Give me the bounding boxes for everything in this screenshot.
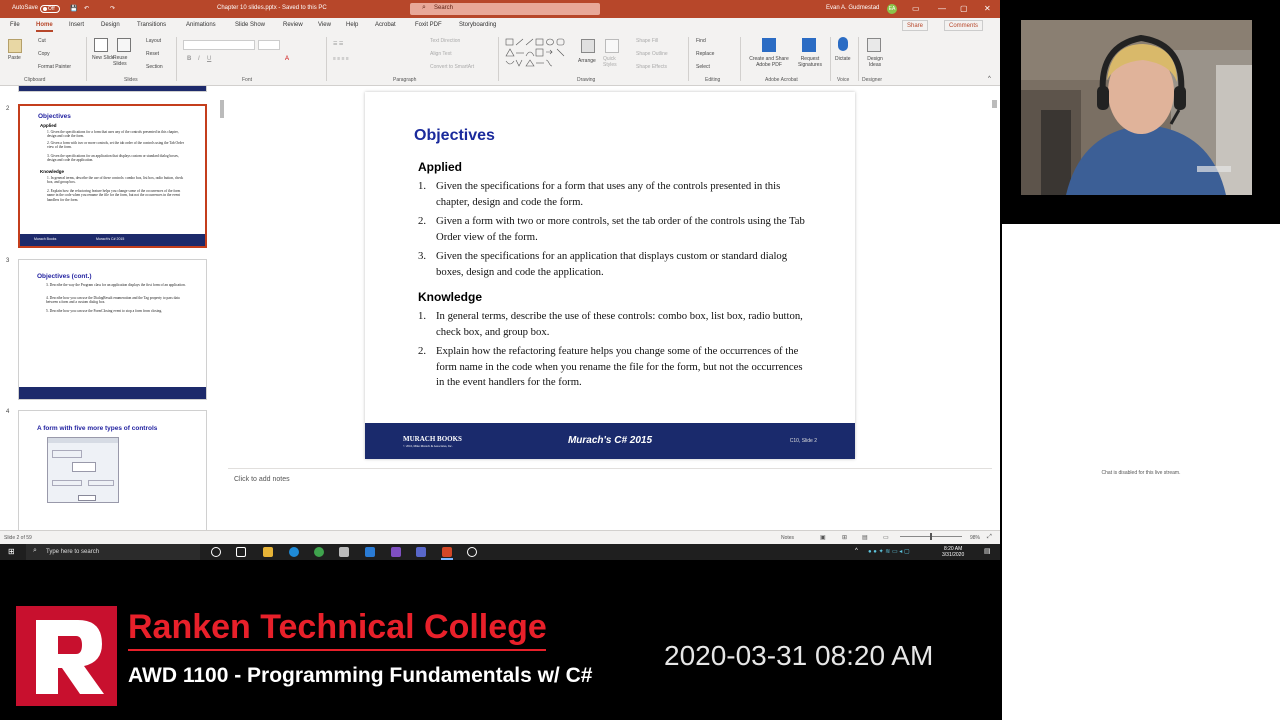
tab-acrobat[interactable]: Acrobat bbox=[375, 22, 396, 28]
thumbnail-scrollbar[interactable] bbox=[218, 92, 226, 528]
item-number: 1. bbox=[418, 310, 427, 322]
bold-icon[interactable]: B bbox=[187, 56, 192, 62]
tab-view[interactable]: View bbox=[318, 22, 331, 28]
notification-icon[interactable]: ▤ bbox=[984, 548, 991, 555]
thumb-footer bbox=[20, 234, 205, 246]
bullets-icon[interactable]: ☰ ☰ bbox=[333, 41, 344, 47]
thumbnail-pane bbox=[0, 86, 228, 530]
quick-styles-label[interactable]: Quick Styles bbox=[603, 56, 617, 68]
footer-book-title: Murach's C# 2015 bbox=[567, 435, 653, 446]
thumb-line: 3. Given the specifications for an application that displays custom or standard dialog boxes, design and code the application. bbox=[47, 154, 179, 163]
minimize-icon[interactable]: — bbox=[938, 4, 946, 13]
item-number: 2. bbox=[418, 345, 427, 357]
comments-button[interactable]: Comments bbox=[944, 20, 983, 31]
thumb-line: 5. Describe how you can use the FormClosing event to stop a form from closing. bbox=[46, 309, 163, 313]
quick-styles-icon[interactable] bbox=[605, 39, 619, 53]
webcam-app-icon[interactable] bbox=[416, 547, 426, 557]
clipboard-group-label: Clipboard bbox=[24, 77, 46, 83]
font-color-icon[interactable]: A bbox=[285, 56, 290, 62]
tab-insert[interactable]: Insert bbox=[69, 22, 85, 28]
thumb-line: 2. Given a form with two or more controls, set the tab order of the controls using the Tab Order view of the form. bbox=[47, 141, 184, 150]
tab-home[interactable]: Home bbox=[36, 22, 53, 28]
arrange-icon[interactable] bbox=[581, 39, 595, 53]
select-button[interactable]: Select bbox=[696, 64, 710, 70]
chrome-icon[interactable] bbox=[314, 547, 324, 557]
title-bar bbox=[0, 0, 1000, 18]
shape-outline-button[interactable]: Shape Outline bbox=[636, 51, 668, 57]
thumb-title: Objectives (cont.) bbox=[37, 273, 92, 280]
edge-icon[interactable] bbox=[289, 547, 299, 557]
chat-panel bbox=[1002, 224, 1280, 720]
design-ideas-label[interactable]: Design Ideas bbox=[867, 56, 883, 68]
slide-scrollbar[interactable] bbox=[990, 86, 1000, 466]
request-signatures-label[interactable]: Request Signatures bbox=[798, 56, 822, 68]
section-button[interactable]: Section bbox=[146, 64, 163, 70]
item-text: Given the specifications for a form that uses any of the controls presented in this chapter, design and code the form. bbox=[436, 180, 781, 208]
slides-group-label: Slides bbox=[124, 77, 138, 83]
slide-thumbnail-3[interactable] bbox=[18, 259, 207, 400]
item-number: 3. bbox=[418, 250, 427, 262]
clock-time: 8:20 AM bbox=[943, 546, 963, 552]
font-size-select[interactable] bbox=[258, 40, 280, 50]
tray-expand-icon[interactable]: ^ bbox=[855, 548, 858, 554]
slide-sorter-icon[interactable]: ⊞ bbox=[842, 535, 848, 541]
item-number: 2. bbox=[418, 215, 427, 227]
search-icon: ⌕ bbox=[33, 547, 37, 554]
autosave-state: Off bbox=[48, 6, 55, 12]
maximize-icon[interactable]: ▢ bbox=[960, 4, 968, 13]
item-text: Given a form with two or more controls, set the tab order of the controls using the Tab Order view of the form. bbox=[436, 215, 805, 243]
paragraph-group-label: Paragraph bbox=[393, 77, 417, 83]
zoom-slider-thumb[interactable] bbox=[930, 533, 932, 540]
align-text-button[interactable]: Align Text bbox=[430, 51, 452, 57]
tab-slide-show[interactable]: Slide Show bbox=[235, 22, 266, 28]
undo-icon[interactable]: ↶ bbox=[84, 6, 90, 12]
footer-brand-name: MURACH BOOKS bbox=[403, 435, 462, 443]
tab-animations[interactable]: Animations bbox=[186, 22, 216, 28]
reuse-slides-icon[interactable] bbox=[117, 38, 131, 52]
form-preview-image bbox=[47, 437, 119, 503]
taskbar-search-placeholder: Type here to search bbox=[46, 549, 100, 555]
design-ideas-icon[interactable] bbox=[867, 38, 881, 52]
thumb-line: 3. Describe the way the Program class for an application displays the first form of an application. bbox=[46, 283, 186, 287]
reuse-slides-label[interactable]: Reuse Slides bbox=[113, 55, 128, 67]
shape-fill-button[interactable]: Shape Fill bbox=[636, 38, 659, 44]
reset-button[interactable]: Reset bbox=[146, 51, 160, 57]
tab-review[interactable]: Review bbox=[283, 22, 303, 28]
underline-icon[interactable]: U bbox=[207, 56, 212, 62]
thumb-heading: Knowledge bbox=[40, 169, 65, 174]
user-name: Evan A. Gudmestad bbox=[826, 5, 880, 11]
adobe-group-label: Adobe Acrobat bbox=[765, 77, 798, 83]
designer-group-label: Designer bbox=[862, 77, 883, 83]
normal-view-icon[interactable]: ▣ bbox=[820, 535, 826, 541]
request-signatures-icon[interactable] bbox=[802, 38, 816, 52]
find-button[interactable]: Find bbox=[696, 38, 706, 44]
windows-start-icon[interactable]: ⊞ bbox=[8, 547, 15, 556]
search-icon: ⌕ bbox=[422, 4, 426, 11]
item-number: 1. bbox=[418, 180, 427, 192]
copy-button[interactable]: Copy bbox=[38, 51, 50, 57]
knowledge-heading: Knowledge bbox=[418, 290, 483, 304]
vscode-icon[interactable] bbox=[365, 547, 375, 557]
new-slide-label[interactable]: New Slide bbox=[92, 55, 115, 61]
replace-button[interactable]: Replace bbox=[696, 51, 715, 57]
dictate-label[interactable]: Dictate bbox=[835, 56, 851, 62]
paste-icon[interactable] bbox=[8, 39, 22, 53]
tray-app-icons[interactable]: ● ● ✦ ≋ ▭ ◂ ▢ bbox=[868, 549, 910, 555]
ribbon-display-icon[interactable]: ▭ bbox=[912, 4, 920, 13]
editing-group-label: Editing bbox=[705, 77, 721, 83]
slide-number: 4 bbox=[6, 409, 10, 415]
applied-heading: Applied bbox=[418, 160, 462, 174]
stream-banner bbox=[0, 560, 1002, 720]
text-direction-button[interactable]: Text Direction bbox=[430, 38, 461, 44]
avatar[interactable]: EA bbox=[888, 6, 896, 12]
cortana-icon[interactable] bbox=[211, 547, 221, 557]
thumb-footer bbox=[19, 387, 206, 399]
document-title: Chapter 10 slides.pptx - Saved to this PC bbox=[217, 5, 327, 11]
slide-number: 2 bbox=[6, 106, 10, 112]
paste-label[interactable]: Paste bbox=[8, 55, 21, 61]
slide-number: 3 bbox=[6, 258, 10, 264]
format-painter-button[interactable]: Format Painter bbox=[38, 64, 72, 70]
ribbon-tabs bbox=[0, 18, 1000, 33]
redo-icon[interactable]: ↷ bbox=[110, 6, 116, 12]
save-icon[interactable]: 💾 bbox=[70, 6, 78, 12]
notes-pane[interactable] bbox=[228, 468, 992, 528]
tab-file[interactable]: File bbox=[10, 22, 20, 28]
course-title: AWD 1100 - Programming Fundamentals w/ C# bbox=[128, 664, 593, 687]
tab-storyboarding[interactable]: Storyboarding bbox=[459, 22, 497, 28]
footer-slide-number: C10, Slide 2 bbox=[789, 438, 817, 444]
slide-thumbnail-4[interactable] bbox=[18, 410, 207, 530]
slide-thumbnail-1[interactable] bbox=[18, 86, 207, 92]
item-text: Explain how the refactoring feature helps you change some of the occurrences of the form name in the code when you rename the file for the form, but not the occurrences in the event handlers for the form. bbox=[436, 345, 803, 388]
slide-title[interactable]: Objectives bbox=[414, 127, 495, 144]
slide-footer bbox=[365, 423, 855, 459]
taskbar-clock[interactable] bbox=[942, 546, 964, 558]
zoom-level[interactable]: 98% bbox=[970, 535, 981, 541]
tab-foxit-pdf[interactable]: Foxit PDF bbox=[415, 22, 442, 28]
shape-effects-button[interactable]: Shape Effects bbox=[636, 64, 668, 70]
visual-studio-icon[interactable] bbox=[391, 547, 401, 557]
obs-icon[interactable] bbox=[467, 547, 477, 557]
thumb-title: A form with five more types of controls bbox=[37, 425, 158, 432]
thumb-line: 1. Given the specifications for a form that uses any of the controls presented in this chapter, design and code the form. bbox=[47, 130, 179, 139]
autosave-label: AutoSave bbox=[12, 5, 39, 11]
slideshow-icon[interactable]: ▭ bbox=[883, 535, 889, 541]
thumb-heading: Applied bbox=[40, 123, 57, 128]
calculator-icon[interactable] bbox=[339, 547, 349, 557]
presenter-video-image bbox=[1021, 20, 1252, 195]
shapes-gallery-icon[interactable] bbox=[505, 38, 571, 70]
share-button[interactable]: Share bbox=[902, 20, 928, 31]
college-name: Ranken Technical College bbox=[128, 608, 547, 646]
slide-thumbnail-2[interactable] bbox=[18, 104, 207, 248]
convert-smartart-button[interactable]: Convert to SmartArt bbox=[430, 64, 475, 70]
thumb-footer-book: Murach's C# 2015 bbox=[96, 237, 125, 241]
font-family-select[interactable] bbox=[183, 40, 255, 50]
notes-toggle[interactable]: Notes bbox=[781, 535, 795, 541]
search-placeholder: Search bbox=[434, 5, 454, 11]
thumb-line: 1. In general terms, describe the use of these controls: combo box, list box, radio button, check box, and group box. bbox=[47, 176, 184, 185]
create-share-pdf-label[interactable]: Create and Share Adobe PDF bbox=[749, 56, 789, 68]
system-tray bbox=[850, 544, 1000, 560]
item-text: Given the specifications for an application that displays custom or standard dialog boxes, design and code the application. bbox=[436, 250, 788, 278]
thumb-footer-brand: Murach Books bbox=[34, 237, 57, 241]
item-text: In general terms, describe the use of these controls: combo box, list box, radio button, check box, and group box. bbox=[436, 310, 803, 338]
thumb-line: 4. Describe how you can use the DialogResult enumeration and the Tag property to pass data between a form and a custom dialog box. bbox=[46, 296, 180, 305]
clock-date: 3/31/2020 bbox=[942, 552, 965, 558]
arrange-label[interactable]: Arrange bbox=[578, 58, 596, 64]
create-pdf-icon[interactable] bbox=[762, 38, 776, 52]
ranken-logo bbox=[16, 606, 117, 706]
cut-button[interactable]: Cut bbox=[38, 38, 46, 44]
current-slide[interactable] bbox=[365, 92, 855, 459]
notes-placeholder[interactable]: Click to add notes bbox=[234, 476, 290, 483]
voice-group-label: Voice bbox=[837, 77, 850, 83]
new-slide-icon[interactable] bbox=[94, 38, 108, 52]
chat-disabled-text: Chat is disabled for this live stream. bbox=[1101, 470, 1181, 476]
tab-help[interactable]: Help bbox=[346, 22, 359, 28]
powerpoint-icon[interactable] bbox=[442, 547, 452, 557]
footer-copyright: © 2016, Mike Murach & Associates, Inc. bbox=[403, 444, 453, 448]
drawing-group-label: Drawing bbox=[577, 77, 596, 83]
webcam-feed bbox=[1021, 20, 1252, 195]
slide-count: Slide 2 of 59 bbox=[4, 535, 32, 541]
microphone-icon[interactable] bbox=[838, 37, 848, 51]
align-icon[interactable]: ≡ ≡ ≡ ≡ bbox=[333, 56, 349, 62]
close-icon[interactable]: ✕ bbox=[984, 4, 991, 13]
tab-transitions[interactable]: Transitions bbox=[137, 22, 167, 28]
tab-design[interactable]: Design bbox=[101, 22, 120, 28]
taskbar-search[interactable] bbox=[26, 544, 200, 560]
collapse-ribbon-icon[interactable]: ^ bbox=[988, 76, 991, 82]
ribbon bbox=[0, 33, 1000, 86]
italic-icon[interactable]: I bbox=[198, 56, 200, 62]
search-box[interactable] bbox=[410, 3, 600, 15]
reading-view-icon[interactable]: ▤ bbox=[862, 535, 868, 541]
task-view-icon[interactable] bbox=[236, 547, 246, 557]
layout-button[interactable]: Layout bbox=[146, 38, 162, 44]
thumb-title: Objectives bbox=[38, 113, 71, 120]
thumb-line: 2. Explain how the refactoring feature helps you change some of the occurrences of the form name in the code when you rename the file for the form, but not the occurrences in the event handlers for the form. bbox=[47, 189, 181, 202]
status-bar bbox=[0, 530, 1000, 544]
fit-to-window-icon[interactable]: ⤢ bbox=[987, 534, 992, 540]
college-underline bbox=[128, 649, 546, 651]
font-group-label: Font bbox=[242, 77, 253, 83]
stream-datetime: 2020-03-31 08:20 AM bbox=[664, 640, 934, 671]
file-explorer-icon[interactable] bbox=[263, 547, 273, 557]
